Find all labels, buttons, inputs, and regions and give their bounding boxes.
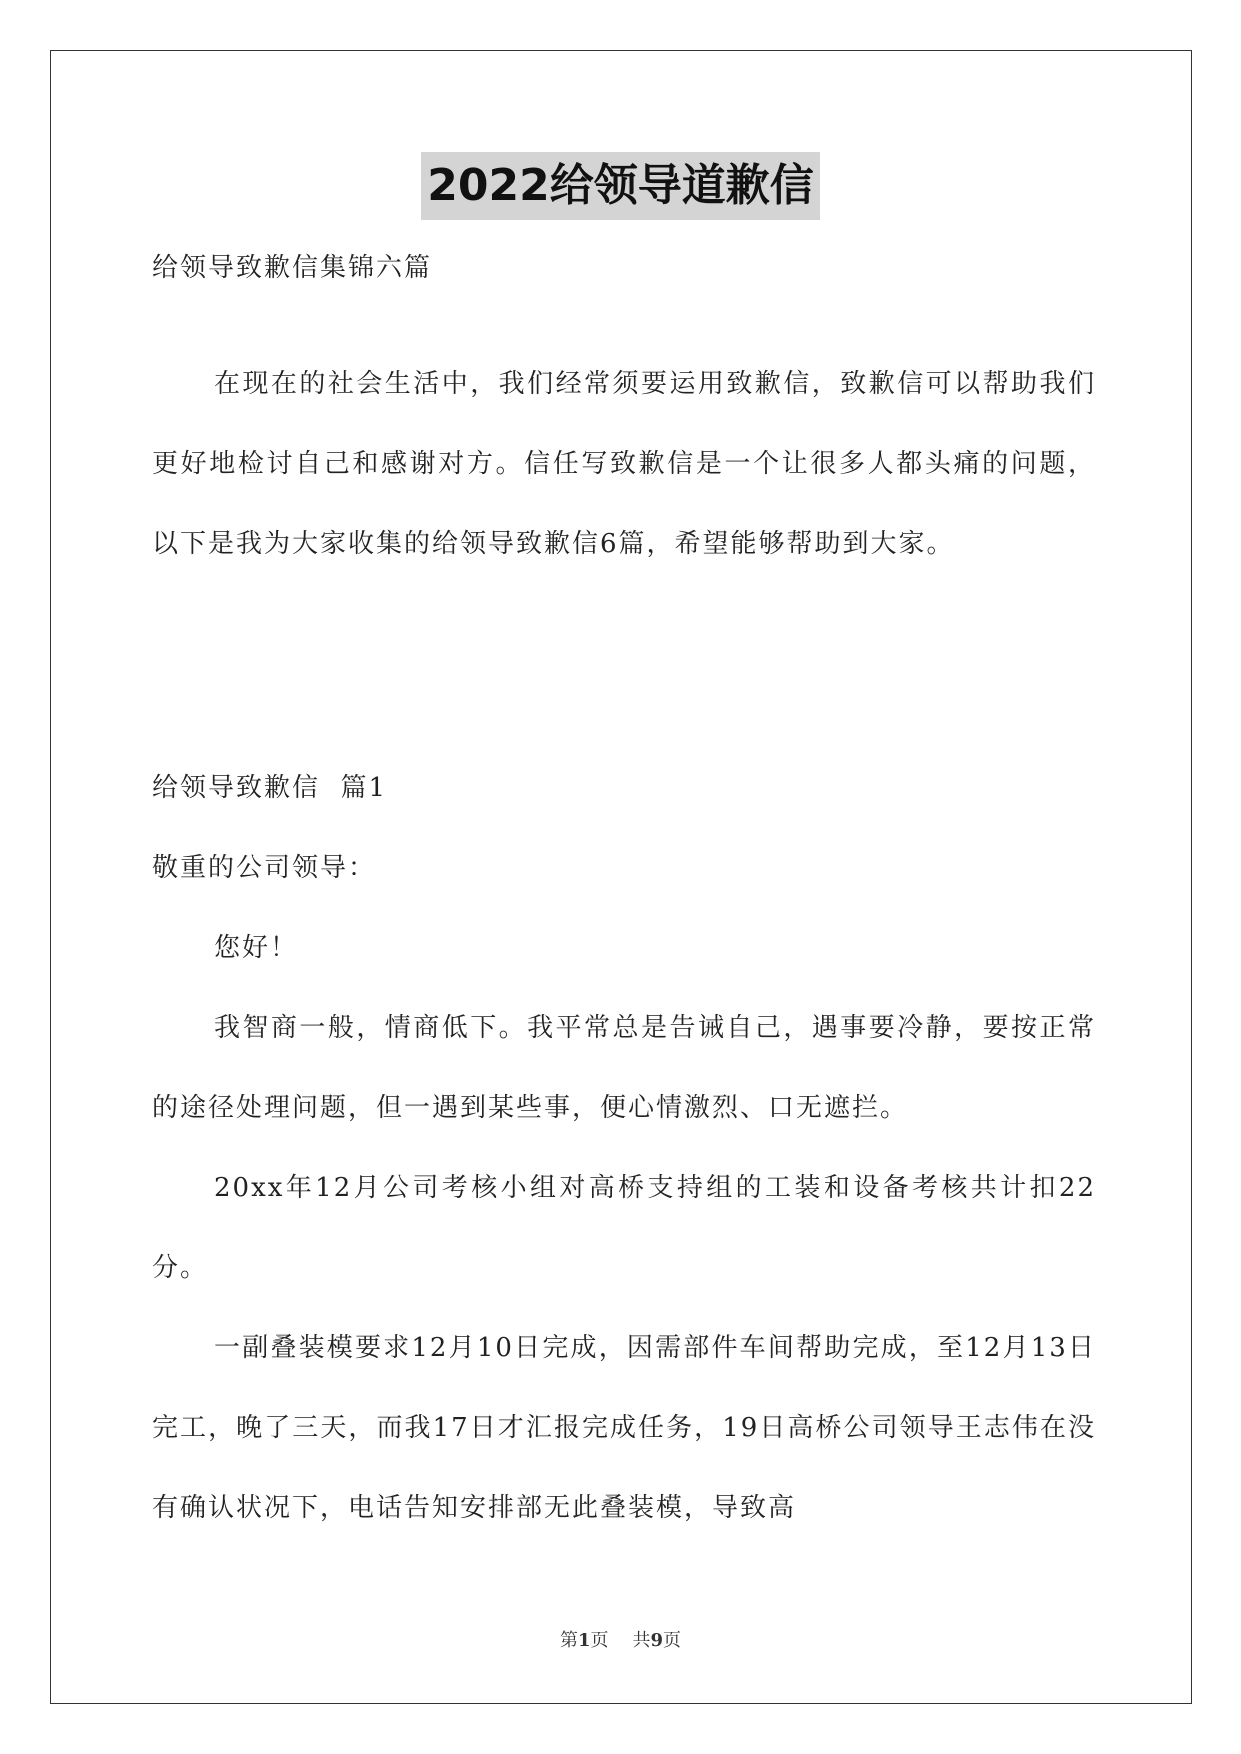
letter-paragraph: 我智商一般，情商低下。我平常总是告诫自己，遇事要冷静，要按正常的途径处理问题，但一遇到某些事，便心情激烈、口无遮拦。	[152, 1013, 1096, 1123]
letter-paragraph: 20xx年12月公司考核小组对高桥支持组的工装和设备考核共计扣22分。	[152, 1173, 1096, 1283]
letter-paragraph: 一副叠装模要求12月10日完成，因需部件车间帮助完成，至12月13日完工，晚了三天，而我17日才汇报完成任务，19日高桥公司领导王志伟在没有确认状况下，电话告知安排部无此叠装模，导致高	[152, 1333, 1096, 1523]
intro-paragraph: 在现在的社会生活中，我们经常须要运用致歉信，致歉信可以帮助我们更好地检讨自己和感谢对方。信任写致歉信是一个让很多人都头痛的问题，以下是我为大家收集的给领导致歉信6篇，希望能够帮助到大家。	[152, 369, 1096, 559]
total-suffix: 页	[663, 1630, 682, 1651]
title-container	[0, 152, 1241, 220]
page-suffix: 页	[590, 1630, 609, 1651]
page-total-number: 9	[650, 1630, 664, 1651]
letter-salutation: 敬重的公司领导：	[152, 853, 377, 883]
document-title: 2022给领导道歉信	[421, 152, 819, 220]
total-prefix: 共	[632, 1630, 651, 1651]
document-subheading: 给领导致歉信集锦六篇	[152, 253, 433, 283]
section-title: 给领导致歉信 篇1	[152, 773, 388, 803]
page-prefix: 第	[559, 1630, 578, 1651]
letter-greeting: 您好！	[214, 933, 299, 963]
letter-section	[152, 748, 1096, 1548]
page-current-number: 1	[577, 1630, 591, 1651]
page-footer	[0, 1626, 1241, 1652]
